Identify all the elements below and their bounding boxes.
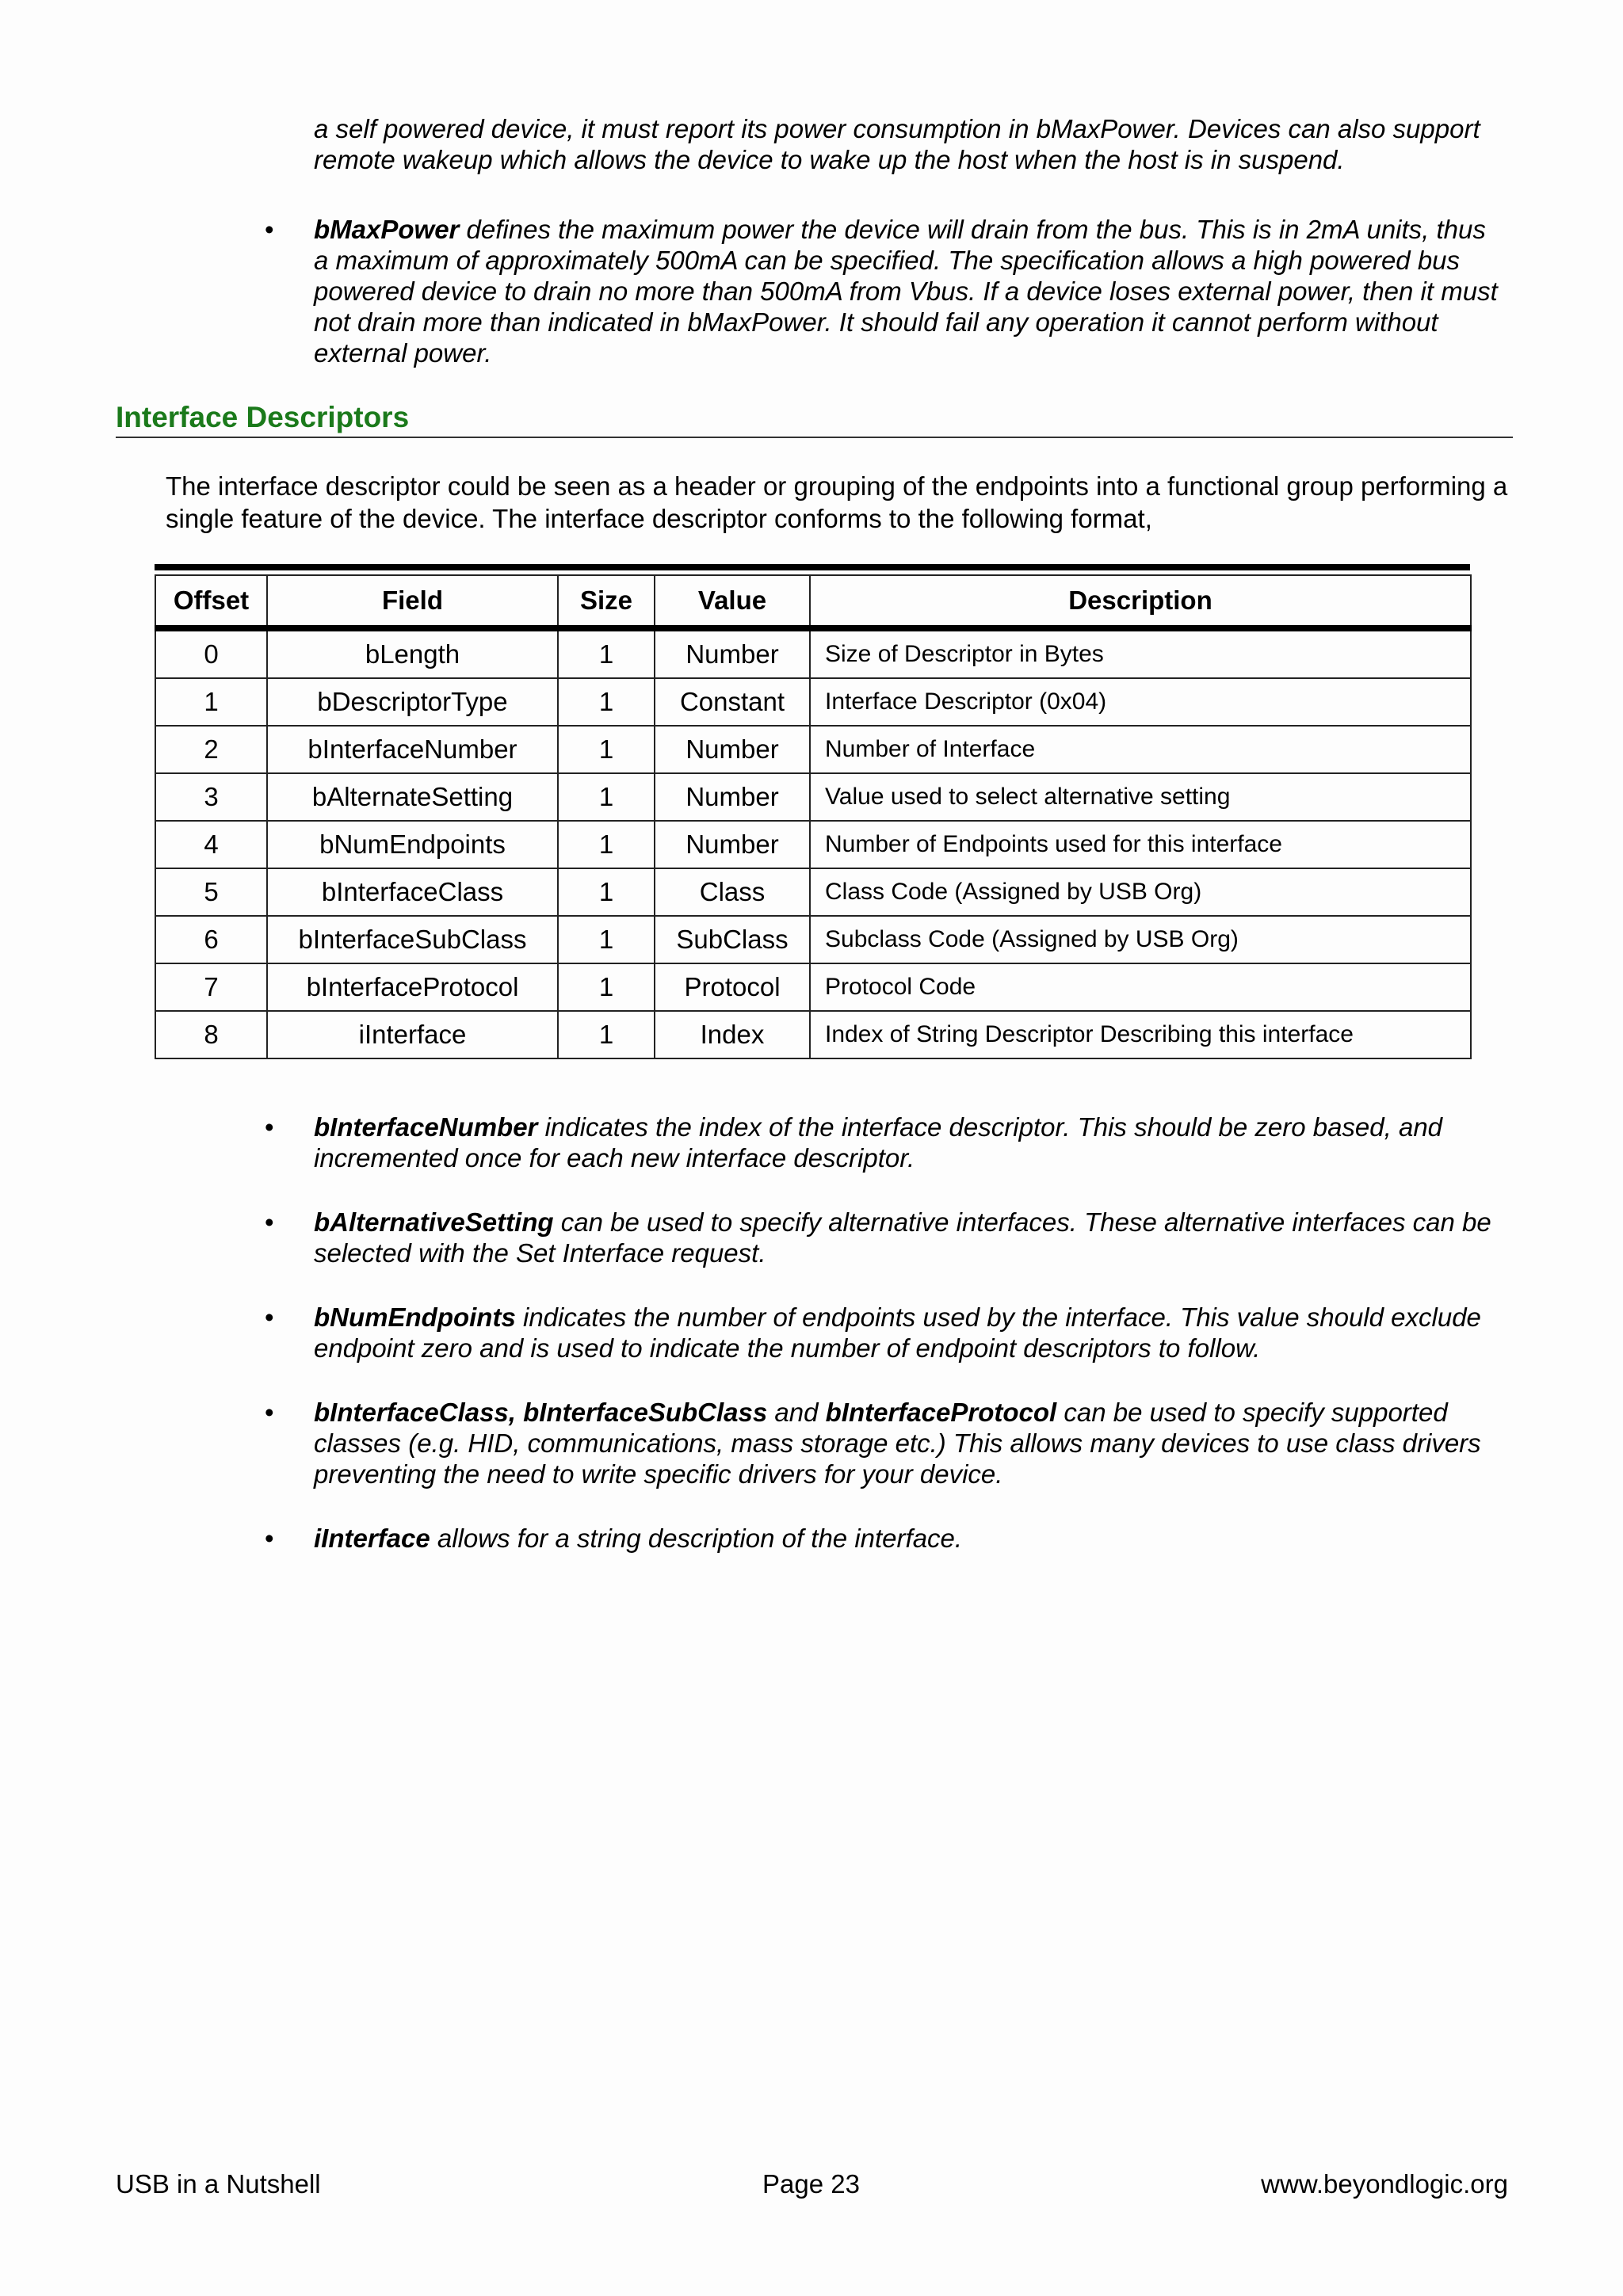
cell-field: bInterfaceProtocol bbox=[267, 963, 558, 1011]
cell-value: SubClass bbox=[655, 916, 810, 963]
list-item bbox=[254, 1112, 1506, 1173]
table-header-row bbox=[155, 575, 1471, 628]
term-description: allows for a string description of the interface. bbox=[430, 1524, 963, 1553]
list-item bbox=[254, 1302, 1506, 1363]
cell-value: Class bbox=[655, 868, 810, 916]
intro-paragraph: The interface descriptor could be seen as a header or grouping of the endpoints into a functional group performing a single feature of the device. The interface descriptor conforms to the following format, bbox=[166, 471, 1508, 533]
cell-field: bInterfaceClass bbox=[267, 868, 558, 916]
interface-descriptor-table bbox=[155, 574, 1472, 1059]
cell-offset: 7 bbox=[155, 963, 267, 1011]
cell-value: Index bbox=[655, 1011, 810, 1058]
cell-offset: 0 bbox=[155, 628, 267, 678]
header-size: Size bbox=[558, 575, 655, 628]
header-description: Description bbox=[810, 575, 1471, 628]
cell-size: 1 bbox=[558, 628, 655, 678]
table-row bbox=[155, 726, 1471, 773]
table-row bbox=[155, 678, 1471, 726]
cell-value: Number bbox=[655, 821, 810, 868]
cell-field: bInterfaceNumber bbox=[267, 726, 558, 773]
cell-offset: 2 bbox=[155, 726, 267, 773]
table-row bbox=[155, 916, 1471, 963]
list-item bbox=[254, 1397, 1506, 1489]
cell-field: bDescriptorType bbox=[267, 678, 558, 726]
term-connector: and bbox=[767, 1398, 826, 1427]
cell-size: 1 bbox=[558, 916, 655, 963]
bullet-list-fields bbox=[254, 1112, 1506, 1587]
cell-description: Class Code (Assigned by USB Org) bbox=[810, 868, 1471, 916]
term: bInterfaceClass, bInterfaceSubClass bbox=[314, 1398, 768, 1427]
cell-offset: 6 bbox=[155, 916, 267, 963]
table-row bbox=[155, 773, 1471, 821]
table-row bbox=[155, 821, 1471, 868]
bullet-icon: • bbox=[265, 215, 274, 244]
cell-size: 1 bbox=[558, 726, 655, 773]
cell-description: Protocol Code bbox=[810, 963, 1471, 1011]
term: iInterface bbox=[314, 1524, 430, 1553]
list-item bbox=[254, 1207, 1506, 1268]
cell-offset: 4 bbox=[155, 821, 267, 868]
cell-value: Protocol bbox=[655, 963, 810, 1011]
cell-value: Number bbox=[655, 726, 810, 773]
list-item bbox=[254, 214, 1506, 368]
cell-description: Index of String Descriptor Describing this interface bbox=[810, 1011, 1471, 1058]
bullet-icon: • bbox=[265, 1302, 274, 1332]
continued-paragraph: a self powered device, it must report its power consumption in bMaxPower. Devices can also support remote wakeup which allows the device to wake up the host when the host is in suspend. bbox=[314, 114, 1480, 174]
cell-field: bNumEndpoints bbox=[267, 821, 558, 868]
term-description: can be used to specify alternative interfaces. These alternative interfaces can be selected with the Set Interface request. bbox=[314, 1207, 1491, 1268]
bullet-icon: • bbox=[265, 1524, 274, 1553]
term-description: indicates the index of the interface descriptor. This should be zero based, and incremented once for each new interface descriptor. bbox=[314, 1112, 1443, 1173]
term-description: defines the maximum power the device will drain from the bus. This is in 2mA units, thus a maximum of approximately 500mA can be specified. The specification allows a high powered bus powered device to drain no more than 500mA from Vbus. If a device loses external power, then it must not drain more than indicated in bMaxPower. It should fail any operation it cannot perform without external power. bbox=[314, 215, 1498, 368]
cell-size: 1 bbox=[558, 963, 655, 1011]
header-field: Field bbox=[267, 575, 558, 628]
cell-value: Number bbox=[655, 628, 810, 678]
term-description: can be used to specify supported classes (e.g. HID, communications, mass storage etc.) This allows many devices to use class drivers preventing the need to write specific drivers for your device. bbox=[314, 1398, 1481, 1489]
cell-field: bInterfaceSubClass bbox=[267, 916, 558, 963]
cell-offset: 5 bbox=[155, 868, 267, 916]
table-row bbox=[155, 868, 1471, 916]
bullet-icon: • bbox=[265, 1398, 274, 1427]
cell-field: iInterface bbox=[267, 1011, 558, 1058]
footer-website: www.beyondlogic.org bbox=[1261, 2169, 1508, 2199]
table-row bbox=[155, 628, 1471, 678]
cell-description: Subclass Code (Assigned by USB Org) bbox=[810, 916, 1471, 963]
table-row bbox=[155, 963, 1471, 1011]
header-value: Value bbox=[655, 575, 810, 628]
term: bMaxPower bbox=[314, 215, 460, 244]
cell-size: 1 bbox=[558, 678, 655, 726]
cell-description: Number of Endpoints used for this interface bbox=[810, 821, 1471, 868]
section-heading: Interface Descriptors bbox=[116, 401, 410, 433]
table-top-rule bbox=[155, 564, 1470, 570]
term: bAlternativeSetting bbox=[314, 1207, 554, 1237]
bullet-list-config bbox=[254, 214, 1506, 368]
cell-field: bAlternateSetting bbox=[267, 773, 558, 821]
page-number: Page 23 bbox=[762, 2169, 860, 2199]
term: bNumEndpoints bbox=[314, 1302, 516, 1332]
section-divider bbox=[116, 437, 1513, 438]
cell-value: Constant bbox=[655, 678, 810, 726]
cell-value: Number bbox=[655, 773, 810, 821]
term: bInterfaceNumber bbox=[314, 1112, 538, 1142]
cell-field: bLength bbox=[267, 628, 558, 678]
cell-offset: 3 bbox=[155, 773, 267, 821]
term: bInterfaceProtocol bbox=[825, 1398, 1057, 1427]
cell-size: 1 bbox=[558, 1011, 655, 1058]
cell-description: Size of Descriptor in Bytes bbox=[810, 628, 1471, 678]
bullet-icon: • bbox=[265, 1112, 274, 1142]
cell-offset: 8 bbox=[155, 1011, 267, 1058]
cell-description: Number of Interface bbox=[810, 726, 1471, 773]
cell-size: 1 bbox=[558, 773, 655, 821]
cell-size: 1 bbox=[558, 868, 655, 916]
list-item bbox=[254, 1523, 1506, 1554]
bullet-icon: • bbox=[265, 1207, 274, 1237]
cell-size: 1 bbox=[558, 821, 655, 868]
cell-description: Interface Descriptor (0x04) bbox=[810, 678, 1471, 726]
cell-description: Value used to select alternative setting bbox=[810, 773, 1471, 821]
term-description: indicates the number of endpoints used by the interface. This value should exclude endpoint zero and is used to indicate the number of endpoint descriptors to follow. bbox=[314, 1302, 1481, 1363]
header-offset: Offset bbox=[155, 575, 267, 628]
cell-offset: 1 bbox=[155, 678, 267, 726]
table-row bbox=[155, 1011, 1471, 1058]
footer-title: USB in a Nutshell bbox=[116, 2169, 321, 2199]
